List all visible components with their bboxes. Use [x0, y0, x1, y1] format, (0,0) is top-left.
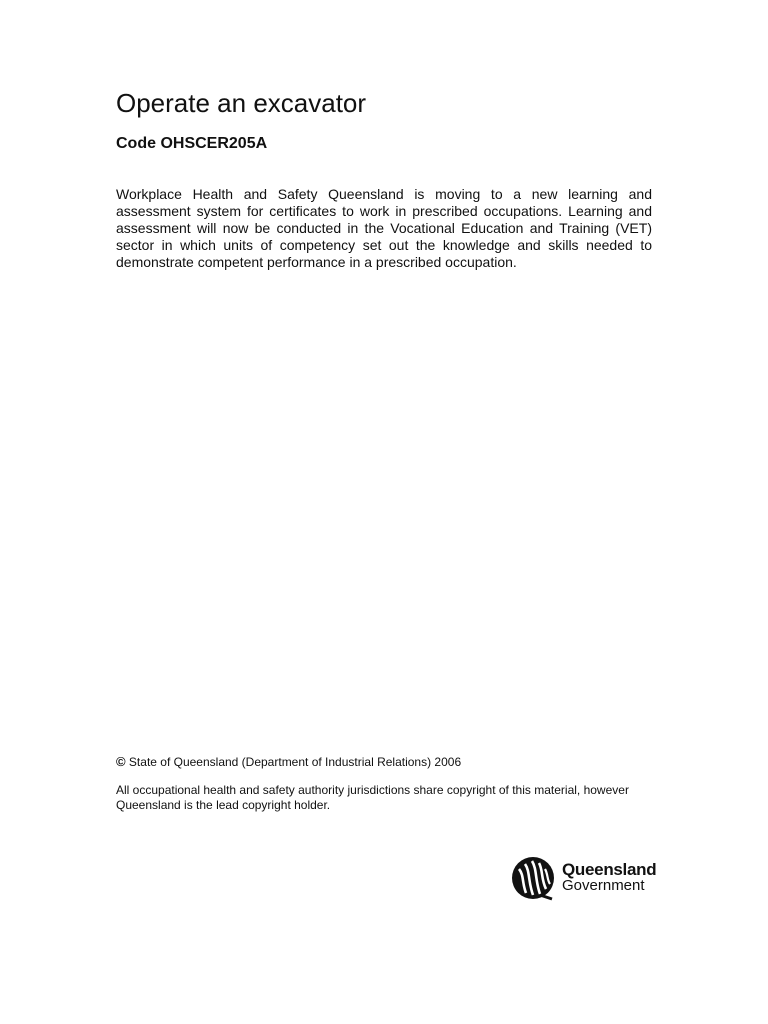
document-title: Operate an excavator	[116, 88, 367, 118]
unit-code: Code OHSCER205A	[116, 135, 268, 152]
logo-line-queensland: Queensland	[562, 860, 657, 879]
logo-wordmark	[562, 862, 656, 894]
copyright-symbol: ©	[116, 754, 126, 769]
copyright-line	[116, 754, 461, 770]
copyright-text: State of Queensland (Department of Industrial Relations) 2006	[125, 755, 462, 769]
logo-line-government: Government	[562, 877, 645, 894]
intro-paragraph: Workplace Health and Safety Queensland is moving to a new learning and assessment system for certificates to work in prescribed occupations. Learning and assessment will now be conducted in the Vocational Education and Training (VET) sector in which units of competency set out the knowledge and skills needed to demonstrate competent performance in a prescribed occupation.	[116, 186, 652, 270]
queensland-crest-icon	[510, 855, 556, 901]
queensland-government-logo	[510, 854, 656, 902]
copyright-share-note: All occupational health and safety authority jurisdictions share copyright of this material, however Queensland is the lead copyright holder.	[116, 783, 629, 812]
